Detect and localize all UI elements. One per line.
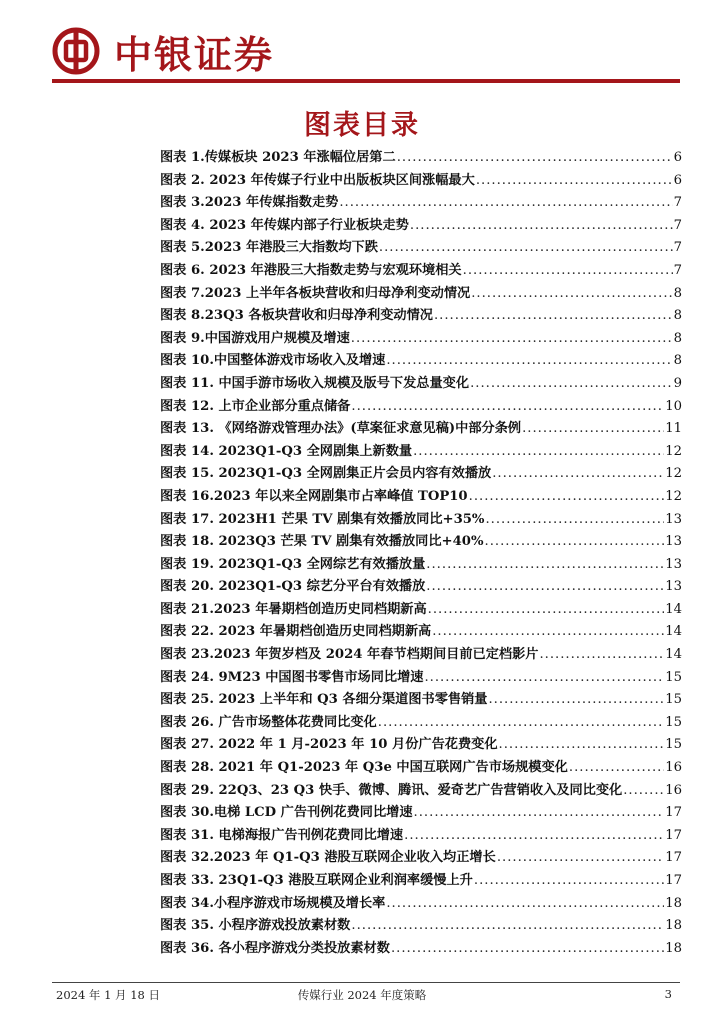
toc-entry-label: 图表 34.小程序游戏市场规模及增长率 (160, 895, 386, 911)
toc-entry-label: 图表 2. 2023 年传媒子行业中出版板块区间涨幅最大 (160, 172, 475, 188)
toc-leader-dots (432, 624, 664, 639)
toc-entry[interactable] (160, 327, 682, 350)
toc-entry-label: 图表 28. 2021 年 Q1-2023 年 Q3e 中国互联网广告市场规模变化 (160, 760, 568, 776)
toc-entry-label: 图表 27. 2022 年 1 月-2023 年 10 月份广告花费变化 (160, 737, 498, 753)
toc-entry[interactable] (160, 191, 682, 214)
toc-entry-page: 7 (673, 262, 682, 278)
brand-name: 中银证券 (114, 31, 275, 77)
toc-leader-dots (492, 466, 664, 481)
toc-list (160, 146, 682, 959)
toc-entry-page: 8 (673, 285, 682, 301)
toc-entry-page: 17 (665, 805, 682, 821)
toc-entry[interactable] (160, 688, 682, 711)
toc-entry[interactable] (160, 801, 682, 824)
toc-leader-dots (404, 828, 664, 843)
toc-leader-dots (569, 760, 664, 775)
toc-entry[interactable] (160, 214, 682, 237)
toc-entry[interactable] (160, 756, 682, 779)
toc-entry[interactable] (160, 259, 682, 282)
toc-entry-page: 11 (665, 421, 682, 437)
toc-entry-page: 15 (665, 669, 682, 685)
toc-leader-dots (428, 602, 665, 617)
toc-entry[interactable] (160, 733, 682, 756)
toc-leader-dots (426, 579, 664, 594)
toc-entry[interactable] (160, 846, 682, 869)
toc-entry[interactable] (160, 508, 682, 531)
toc-entry[interactable] (160, 711, 682, 734)
toc-leader-dots (539, 647, 664, 662)
toc-entry-page: 17 (665, 827, 682, 843)
toc-leader-dots (413, 444, 664, 459)
toc-entry[interactable] (160, 282, 682, 305)
toc-entry-label: 图表 18. 2023Q3 芒果 TV 剧集有效播放同比+40% (160, 534, 484, 550)
toc-entry-page: 17 (665, 873, 682, 888)
header-divider (52, 79, 680, 83)
toc-entry[interactable] (160, 914, 682, 937)
toc-entry[interactable] (160, 169, 682, 192)
toc-entry-page: 16 (665, 760, 682, 776)
toc-entry-label: 图表 13. 《网络游戏管理办法》(草案征求意见稿)中部分条例 (160, 421, 522, 437)
toc-entry-label: 图表 9.中国游戏用户规模及增速 (160, 330, 350, 346)
toc-entry-label: 图表 4. 2023 年传媒内部子行业板块走势 (160, 217, 409, 233)
toc-entry-page: 9 (673, 375, 682, 391)
toc-entry-label: 图表 11. 中国手游市场收入规模及版号下发总量变化 (160, 375, 470, 391)
toc-entry[interactable] (160, 598, 682, 621)
toc-leader-dots (386, 353, 672, 368)
toc-entry-page: 6 (673, 150, 682, 165)
toc-entry-page: 10 (665, 398, 682, 414)
toc-leader-dots (414, 805, 665, 820)
toc-leader-dots (474, 873, 664, 888)
toc-entry-page: 6 (673, 172, 682, 188)
toc-entry[interactable] (160, 575, 682, 598)
header (52, 22, 274, 80)
toc-leader-dots (623, 783, 664, 798)
toc-leader-dots (497, 850, 664, 865)
toc-leader-dots (379, 240, 673, 255)
toc-leader-dots (463, 263, 673, 278)
toc-entry[interactable] (160, 869, 682, 892)
toc-leader-dots (485, 512, 664, 527)
toc-leader-dots (485, 534, 665, 549)
toc-entry-page: 8 (673, 330, 682, 346)
toc-entry-label: 图表 8.23Q3 各板块营收和归母净利变动情况 (160, 308, 433, 324)
toc-entry-label: 图表 35. 小程序游戏投放素材数 (160, 918, 351, 934)
toc-leader-dots (470, 376, 673, 391)
toc-entry-label: 图表 17. 2023H1 芒果 TV 剧集有效播放同比+35% (160, 511, 485, 527)
toc-entry[interactable] (160, 146, 682, 169)
toc-entry[interactable] (160, 236, 682, 259)
toc-entry-page: 7 (673, 195, 682, 211)
toc-leader-dots (339, 195, 672, 210)
toc-entry[interactable] (160, 440, 682, 463)
toc-entry[interactable] (160, 892, 682, 915)
toc-entry-label: 图表 33. 23Q1-Q3 港股互联网企业利润率缓慢上升 (160, 873, 473, 888)
toc-entry-page: 8 (673, 308, 682, 324)
toc-entry[interactable] (160, 553, 682, 576)
toc-leader-dots (397, 150, 673, 165)
footer-doc-title: 传媒行业 2024 年度策略 (297, 988, 427, 1002)
toc-entry[interactable] (160, 643, 682, 666)
toc-title: 图表目录 (304, 110, 420, 141)
toc-entry-page: 8 (673, 353, 682, 369)
toc-entry-label: 图表 1.传媒板块 2023 年涨幅位居第二 (160, 150, 396, 165)
toc-entry-label: 图表 20. 2023Q1-Q3 综艺分平台有效播放 (160, 579, 426, 595)
toc-entry-label: 图表 6. 2023 年港股三大指数走势与宏观环境相关 (160, 262, 462, 278)
toc-entry-page: 7 (673, 240, 682, 256)
toc-entry-label: 图表 10.中国整体游戏市场收入及增速 (160, 353, 386, 369)
toc-leader-dots (469, 489, 665, 504)
toc-entry[interactable] (160, 666, 682, 689)
toc-entry-page: 13 (665, 511, 682, 527)
toc-entry[interactable] (160, 620, 682, 643)
toc-entry-label: 图表 14. 2023Q1-Q3 全网剧集上新数量 (160, 443, 413, 459)
toc-entry-page: 15 (665, 737, 682, 753)
toc-leader-dots (424, 670, 664, 685)
toc-leader-dots (476, 173, 673, 188)
toc-entry[interactable] (160, 779, 682, 802)
toc-entry-page: 17 (665, 850, 682, 866)
toc-entry[interactable] (160, 349, 682, 372)
toc-entry[interactable] (160, 417, 682, 440)
toc-entry-label: 图表 5.2023 年港股三大指数均下跌 (160, 240, 378, 256)
toc-entry[interactable] (160, 395, 682, 418)
footer-divider (52, 982, 680, 983)
toc-entry-label: 图表 19. 2023Q1-Q3 全网综艺有效播放量 (160, 556, 426, 572)
toc-entry[interactable] (160, 372, 682, 395)
toc-leader-dots (410, 218, 673, 233)
toc-entry[interactable] (160, 485, 682, 508)
toc-entry-page: 18 (665, 895, 682, 911)
toc-entry-label: 图表 31. 电梯海报广告刊例花费同比增速 (160, 827, 404, 843)
toc-leader-dots (471, 286, 672, 301)
toc-leader-dots (378, 715, 664, 730)
toc-entry-page: 15 (665, 714, 682, 730)
toc-entry-page: 13 (665, 579, 682, 595)
toc-entry-page: 13 (665, 534, 682, 550)
toc-leader-dots (351, 918, 664, 933)
toc-entry-page: 12 (665, 488, 682, 504)
toc-entry[interactable] (160, 304, 682, 327)
toc-leader-dots (351, 331, 673, 346)
toc-leader-dots (488, 692, 664, 707)
toc-entry-label: 图表 3.2023 年传媒指数走势 (160, 195, 339, 211)
toc-entry-label: 图表 25. 2023 上半年和 Q3 各细分渠道图书零售销量 (160, 692, 488, 708)
toc-entry-page: 14 (665, 601, 682, 617)
toc-leader-dots (434, 308, 673, 323)
bank-of-china-logo-icon (52, 27, 100, 75)
toc-entry[interactable] (160, 462, 682, 485)
toc-entry-page: 7 (673, 217, 682, 233)
toc-entry-label: 图表 16.2023 年以来全网剧集市占率峰值 TOP10 (160, 488, 468, 504)
footer-date: 2024 年 1 月 18 日 (56, 988, 160, 1002)
toc-entry-page: 12 (665, 443, 682, 459)
toc-entry-page: 18 (665, 940, 682, 956)
footer-page-number: 3 (664, 987, 672, 1001)
toc-entry-label: 图表 30.电梯 LCD 广告刊例花费同比增速 (160, 805, 413, 821)
toc-entry-label: 图表 32.2023 年 Q1-Q3 港股互联网企业收入均正增长 (160, 850, 496, 866)
toc-leader-dots (522, 421, 664, 436)
toc-entry-label: 图表 21.2023 年暑期档创造历史同档期新高 (160, 601, 427, 617)
toc-entry-page: 14 (665, 647, 682, 663)
toc-entry-page: 16 (665, 782, 682, 798)
toc-entry-label: 图表 36. 各小程序游戏分类投放素材数 (160, 940, 390, 956)
toc-leader-dots (351, 399, 664, 414)
toc-entry-page: 18 (665, 918, 682, 934)
toc-entry-label: 图表 12. 上市企业部分重点储备 (160, 398, 351, 414)
toc-entry-label: 图表 7.2023 上半年各板块营收和归母净利变动情况 (160, 285, 471, 301)
toc-leader-dots (499, 737, 665, 752)
toc-leader-dots (386, 896, 664, 911)
toc-entry-page: 15 (665, 692, 682, 708)
toc-entry-label: 图表 26. 广告市场整体花费同比变化 (160, 714, 377, 730)
toc-entry[interactable] (160, 937, 682, 960)
toc-leader-dots (391, 941, 664, 956)
toc-entry-label: 图表 24. 9M23 中国图书零售市场同比增速 (160, 669, 424, 685)
toc-entry-label: 图表 15. 2023Q1-Q3 全网剧集正片会员内容有效播放 (160, 466, 492, 482)
toc-leader-dots (426, 557, 664, 572)
toc-entry-label: 图表 22. 2023 年暑期档创造历史同档期新高 (160, 624, 432, 640)
toc-entry[interactable] (160, 824, 682, 847)
toc-entry[interactable] (160, 530, 682, 553)
toc-entry-label: 图表 29. 22Q3、23 Q3 快手、微博、腾讯、爱奇艺广告营销收入及同比变化 (160, 782, 623, 798)
toc-entry-page: 12 (665, 466, 682, 482)
toc-entry-label: 图表 23.2023 年贺岁档及 2024 年春节档期间目前已定档影片 (160, 647, 539, 663)
toc-entry-page: 14 (665, 624, 682, 640)
toc-entry-page: 13 (665, 556, 682, 572)
